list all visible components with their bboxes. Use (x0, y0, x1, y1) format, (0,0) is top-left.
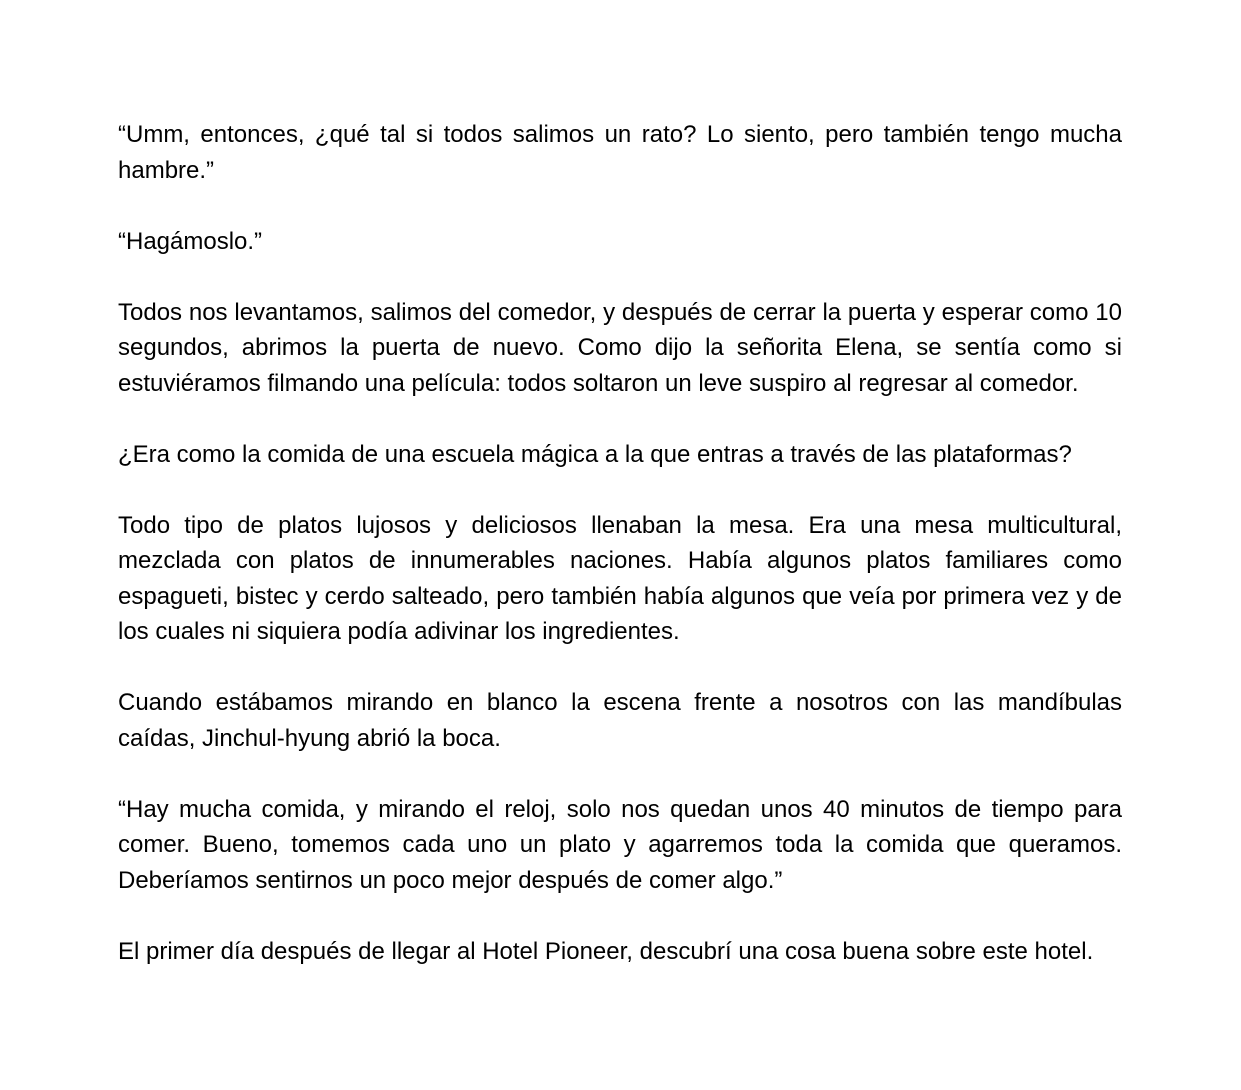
paragraph-3: Todos nos levantamos, salimos del comedor, y después de cerrar la puerta y esperar como 10 segundos, abrimos la puerta de nuevo. Como dijo la señorita Elena, se sentía como si estuviéramos filmando una película: todos soltaron un leve suspiro al regresar al comedor. (118, 298, 1122, 397)
paragraph-7: “Hay mucha comida, y mirando el reloj, solo nos quedan unos 40 minutos de tiempo para comer. Bueno, tomemos cada uno un plato y agarremos toda la comida que queramos. Deberíamos sentirnos un poco mejor después de comer algo.” (118, 795, 1122, 894)
document-body (118, 117, 1122, 1005)
paragraph-6: Cuando estábamos mirando en blanco la escena frente a nosotros con las mandíbulas caídas, Jinchul-hyung abrió la boca. (118, 689, 1122, 752)
paragraph-2: “Hagámoslo.” (118, 227, 263, 255)
paragraph-5: Todo tipo de platos lujosos y deliciosos llenaban la mesa. Era una mesa multicultural, mezclada con platos de innumerables naciones. Había algunos platos familiares como espagueti, bistec y cerdo salteado, pero también había algunos que veía por primera vez y de los cuales ni siquiera podía adivinar los ingredientes. (118, 511, 1122, 645)
paragraph-4: ¿Era como la comida de una escuela mágica a la que entras a través de las plataformas? (118, 440, 1072, 468)
paragraph-8: El primer día después de llegar al Hotel Pioneer, descubrí una cosa buena sobre este hotel. (118, 937, 1094, 965)
paragraph-1: “Umm, entonces, ¿qué tal si todos salimos un rato? Lo siento, pero también tengo mucha hambre.” (118, 121, 1122, 184)
